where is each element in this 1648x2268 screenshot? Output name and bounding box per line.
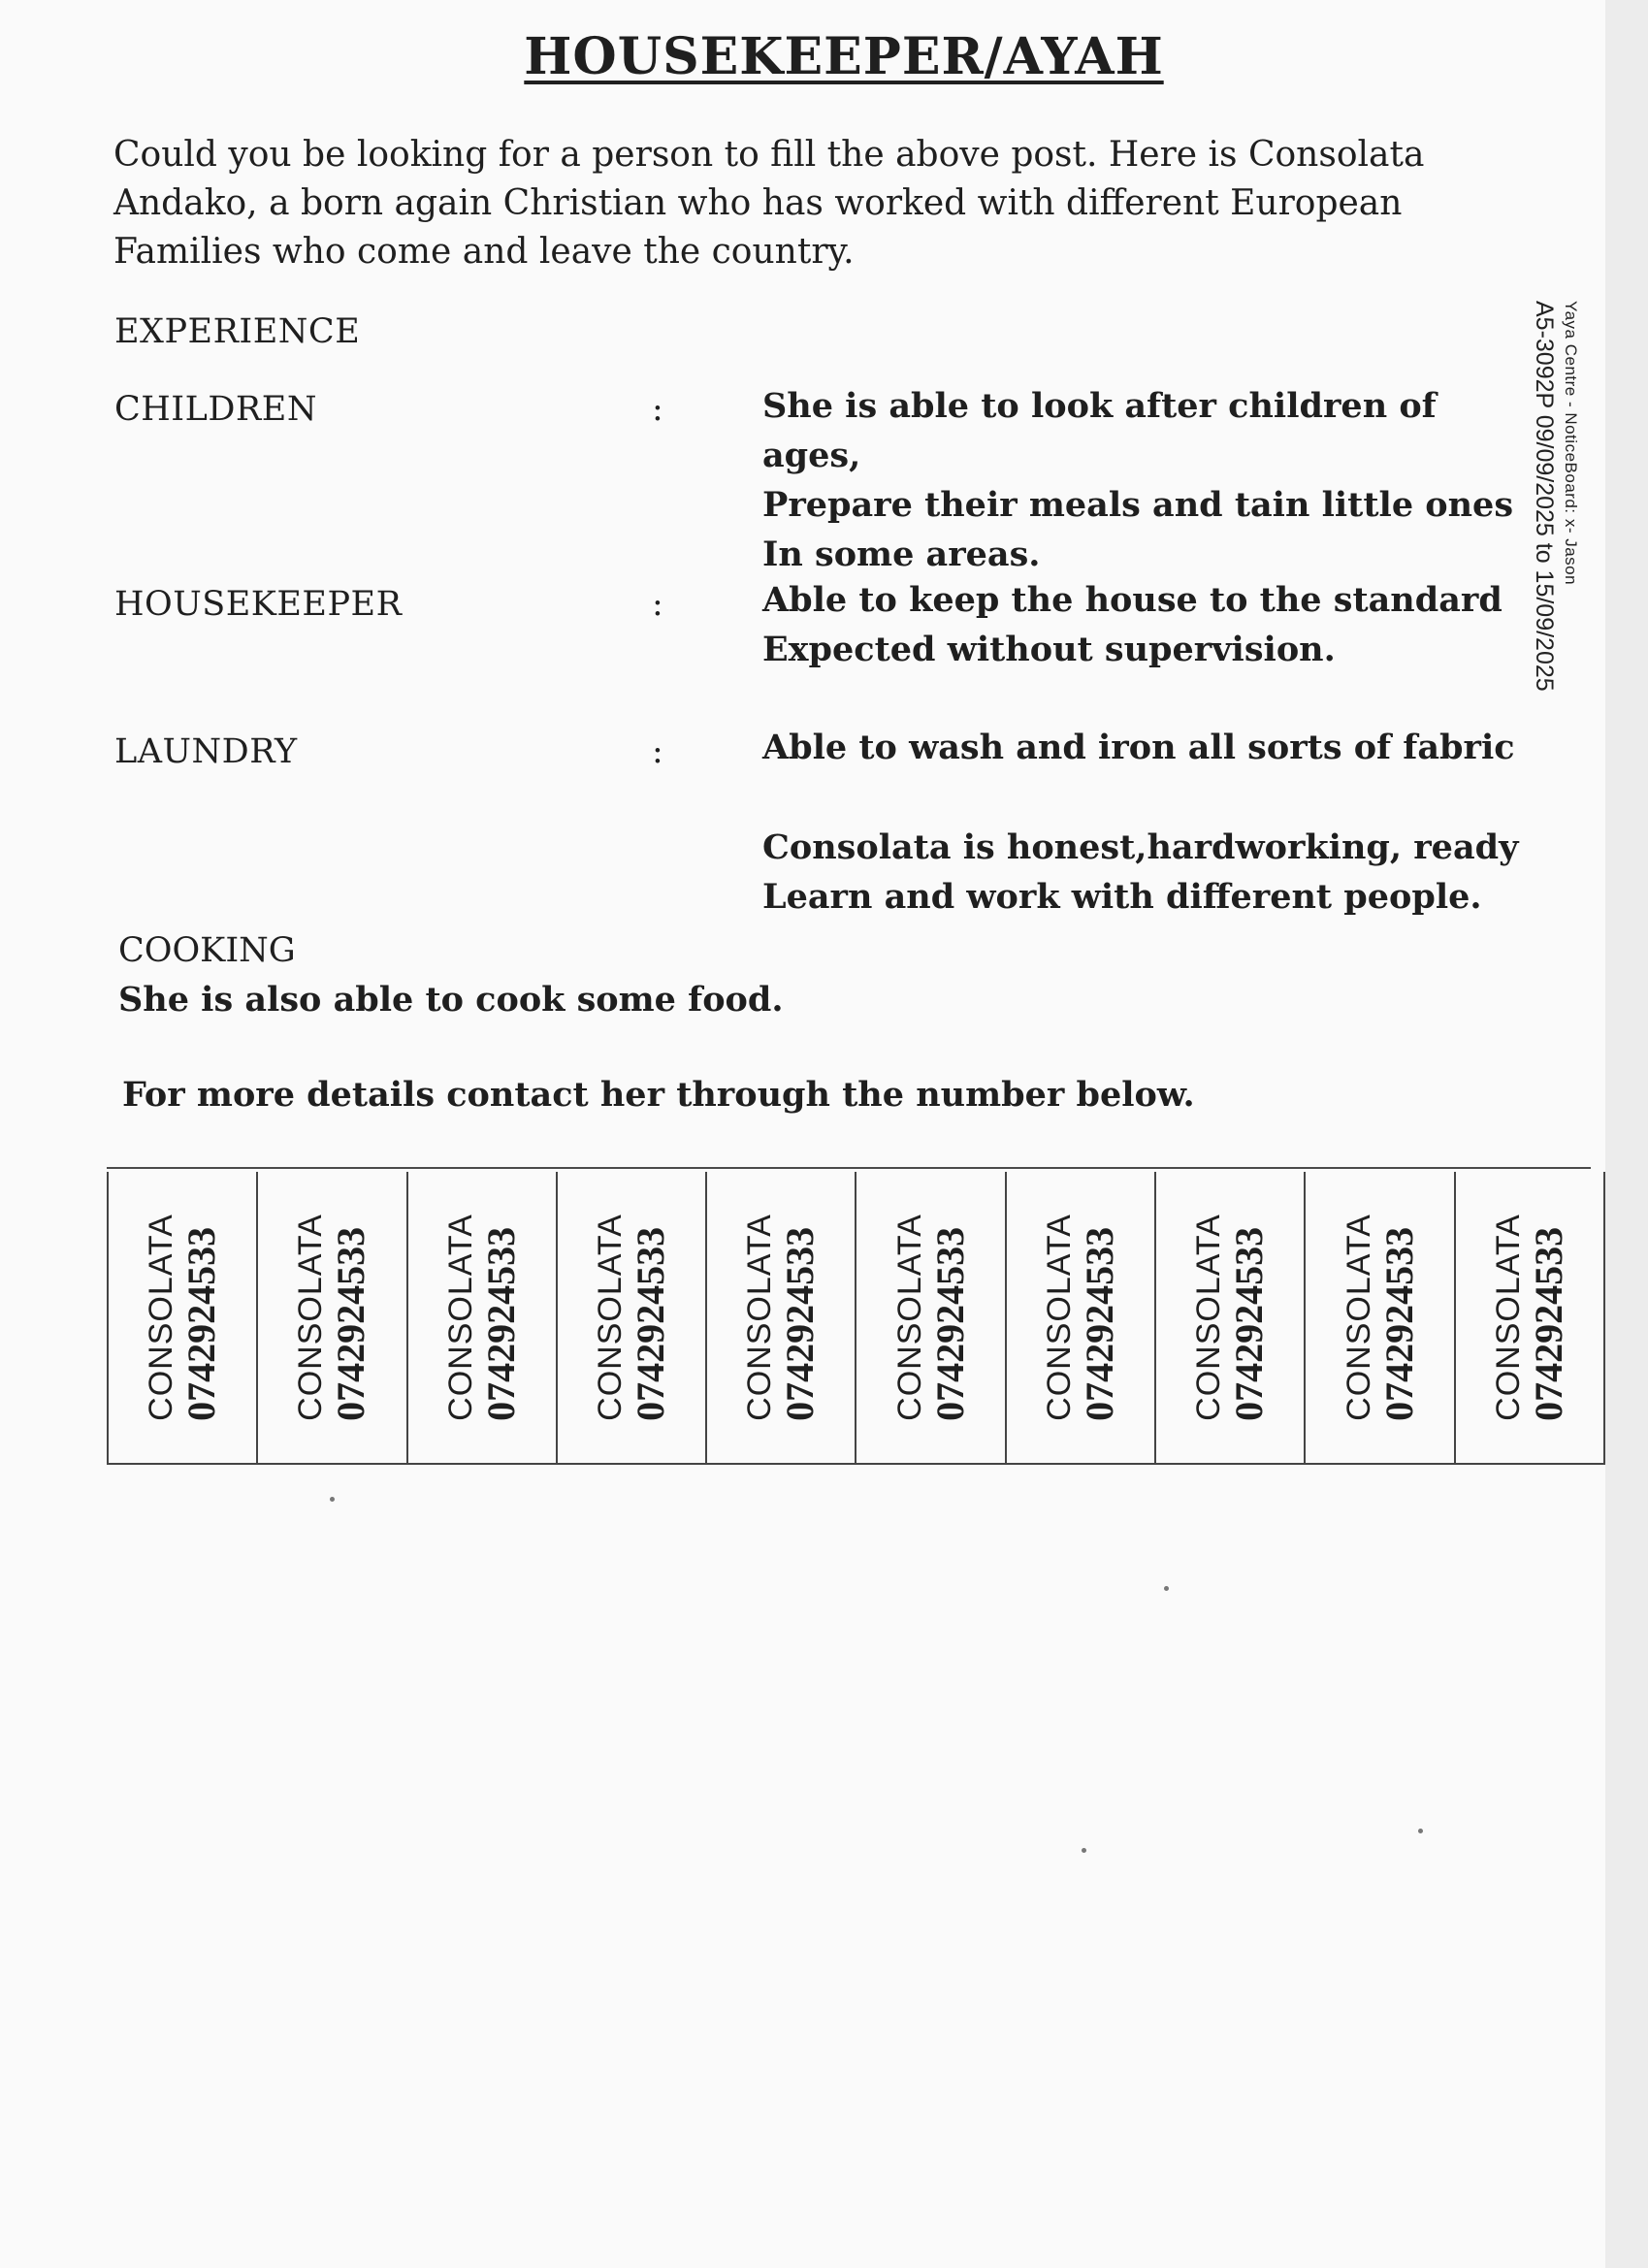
tab-phone: 0742924533 — [329, 1226, 373, 1421]
children-line: Prepare their meals and tain little ones — [762, 485, 1514, 525]
tear-line — [107, 1167, 1591, 1169]
children-colon: : — [652, 390, 663, 429]
tear-off-tabs — [107, 1172, 1605, 1465]
qualities-line: Consolata is honest,hardworking, ready — [762, 827, 1519, 867]
tear-off-tab[interactable] — [856, 1172, 1006, 1463]
laundry-colon: : — [652, 732, 663, 771]
stamp-line-2: A5-3092P 09/09/2025 to 15/09/2025 — [1531, 301, 1558, 692]
tear-off-tab[interactable] — [1156, 1172, 1306, 1463]
tear-off-tab[interactable] — [707, 1172, 856, 1463]
qualities-text — [762, 823, 1538, 922]
contact-text: For more details contact her through the number below. — [122, 1075, 1195, 1115]
tab-phone: 0742924533 — [778, 1226, 823, 1421]
children-description — [762, 381, 1538, 579]
children-line: She is able to look after children of ages, — [762, 386, 1437, 475]
housekeeper-line: Able to keep the house to the standard — [762, 580, 1503, 620]
intro-paragraph: Could you be looking for a person to fill the above post. Here is Consolata Andako, a born again Christian who has worked with different European Families who come and leave the country. — [113, 135, 1425, 272]
tear-off-tab[interactable] — [1456, 1172, 1603, 1463]
tab-phone: 0742924533 — [1077, 1226, 1121, 1421]
tab-name: CONSOLATA — [1040, 1214, 1078, 1421]
tab-name: CONSOLATA — [1190, 1214, 1228, 1421]
scan-speck — [1418, 1829, 1423, 1833]
scan-speck — [1164, 1586, 1169, 1591]
cooking-heading: COOKING — [118, 931, 296, 970]
tear-off-tab[interactable] — [109, 1172, 258, 1463]
tab-phone: 0742924533 — [179, 1226, 224, 1421]
children-label: CHILDREN — [114, 390, 317, 429]
tab-phone: 0742924533 — [1376, 1226, 1421, 1421]
tab-name: CONSOLATA — [441, 1214, 479, 1421]
stamp-line-1: Yaya Centre - NoticeBoard: x- Jason — [1562, 301, 1580, 586]
tear-off-tab[interactable] — [408, 1172, 558, 1463]
housekeeper-colon: : — [652, 585, 663, 624]
tab-name: CONSOLATA — [1340, 1214, 1377, 1421]
noticeboard-stamp — [1529, 301, 1581, 692]
housekeeper-line: Expected without supervision. — [762, 630, 1336, 669]
tab-name: CONSOLATA — [890, 1214, 928, 1421]
tab-phone: 0742924533 — [1227, 1226, 1272, 1421]
tab-name: CONSOLATA — [741, 1214, 779, 1421]
scan-speck — [330, 1497, 335, 1502]
tear-off-tab[interactable] — [1007, 1172, 1156, 1463]
tab-name: CONSOLATA — [143, 1214, 180, 1421]
tab-phone: 0742924533 — [927, 1226, 972, 1421]
scanner-edge — [1605, 0, 1648, 2268]
tear-off-tab[interactable] — [1306, 1172, 1455, 1463]
scan-speck — [1082, 1848, 1086, 1853]
tear-off-tab[interactable] — [258, 1172, 407, 1463]
experience-heading: EXPERIENCE — [114, 312, 361, 351]
laundry-description — [762, 723, 1538, 772]
housekeeper-description — [762, 575, 1538, 674]
tear-off-tab[interactable] — [558, 1172, 707, 1463]
laundry-label: LAUNDRY — [114, 732, 298, 771]
cooking-text: She is also able to cook some food. — [118, 980, 784, 1020]
laundry-line: Able to wash and iron all sorts of fabric — [762, 728, 1515, 767]
tab-phone: 0742924533 — [478, 1226, 523, 1421]
children-line: In some areas. — [762, 535, 1041, 574]
tab-name: CONSOLATA — [292, 1214, 330, 1421]
tab-name: CONSOLATA — [1489, 1214, 1527, 1421]
tab-phone: 0742924533 — [629, 1226, 673, 1421]
housekeeper-label: HOUSEKEEPER — [114, 585, 403, 624]
page-title: HOUSEKEEPER/AYAH — [524, 27, 1164, 86]
tab-phone: 0742924533 — [1526, 1226, 1570, 1421]
tab-name: CONSOLATA — [592, 1214, 630, 1421]
qualities-line: Learn and work with different people. — [762, 877, 1482, 917]
